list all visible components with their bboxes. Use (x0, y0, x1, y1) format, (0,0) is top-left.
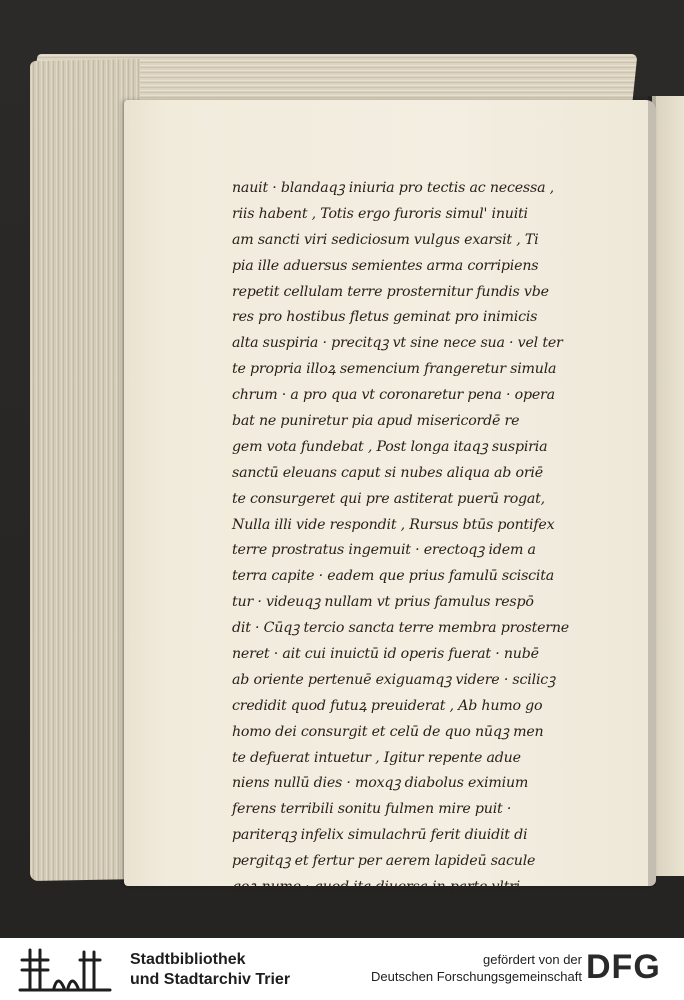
manuscript-line: res pro hostibus fletus geminat pro inimicis (232, 309, 538, 326)
manuscript-line: credidit quod futuꝝ preuiderat , Ab humo go (232, 697, 543, 714)
stadtbibliothek-trier-logo-icon (18, 944, 118, 994)
manuscript-line: chrum · a pro qua vt coronaretur pena · opera (232, 387, 555, 404)
manuscript-text-block (232, 176, 632, 901)
manuscript-line: tur · videuqꝫ nullam vt prius famulus respō (232, 594, 534, 611)
manuscript-line: neret · ait cui inuictū id operis fuerat · nubē (232, 646, 539, 663)
institution-line-2: und Stadtarchiv Trier (130, 971, 291, 988)
manuscript-line: gem vota fundebat , Post longa itaqꝫ suspiria (232, 438, 548, 455)
manuscript-line: terra capite · eadem que prius famulū sciscita (232, 568, 555, 585)
manuscript-line: riis habent , Totis ergo furoris simul' inuiti (232, 205, 528, 222)
manuscript-line: te propria illoꝝ semencium frangeretur simula (232, 361, 557, 378)
page-gutter (648, 96, 656, 886)
manuscript-line: pergitqꝫ et fertur per aerem lapideū sacule (232, 853, 536, 870)
manuscript-line: bat ne puniretur pia apud misericordē re (232, 413, 520, 430)
manuscript-line: repetit cellulam terre prosternitur fundis vbe (232, 283, 549, 300)
manuscript-line: dit · Cūqꝫ tercio sancta terre membra prosterne (232, 620, 569, 637)
manuscript-line: alta suspiria · precitqꝫ vt sine nece sua · vel ter (232, 335, 563, 352)
dfg-logo: DFG (586, 948, 661, 986)
funding-note (371, 951, 582, 985)
manuscript-line: terre prostratus ingemuit · erectoqꝫ idem a (232, 542, 536, 559)
manuscript-line: Nulla illi vide respondit , Rursus btūs pontifex (232, 516, 555, 533)
manuscript-line: ferens terribili sonitu fulmen mire puit · (232, 801, 512, 818)
facing-page-edge (652, 96, 684, 876)
institution-line-1: Stadtbibliothek (130, 951, 246, 968)
manuscript-line: nauit · blandaqꝫ iniuria pro tectis ac necessa , (232, 180, 554, 196)
manuscript-line: ab oriente pertenuē exiguamqꝫ videre · scilicꝫ (232, 671, 556, 688)
manuscript-line: pia ille aduersus semientes arma corripiens (232, 257, 539, 274)
manuscript-line: am sancti viri sediciosum vulgus exarsit , Ti (232, 231, 539, 248)
manuscript-line: te defuerat intuetur , Igitur repente adue (232, 749, 521, 766)
funding-line-2: Deutschen Forschungsgemeinschaft (370, 969, 582, 984)
manuscript-line: niens nullū dies · moxqꝫ diabolus eximium (232, 775, 529, 792)
manuscript-line: homo dei consurgit et celū de quo nūqꝫ men (232, 723, 544, 740)
manuscript-line: te consurgeret qui pre astiterat puerū rogat, (232, 490, 545, 507)
manuscript-line: sanctū eleuans caput si nubes aliqua ab oriē (232, 464, 543, 481)
manuscript-line: pariterqꝫ infelix simulachrū ferit diuidit di (232, 827, 528, 844)
institution-name (130, 950, 290, 990)
manuscript-line: goꝝ nume · quod ita diuersa in parte vltri (232, 879, 521, 896)
funding-line-1: gefördert von der (482, 952, 582, 967)
